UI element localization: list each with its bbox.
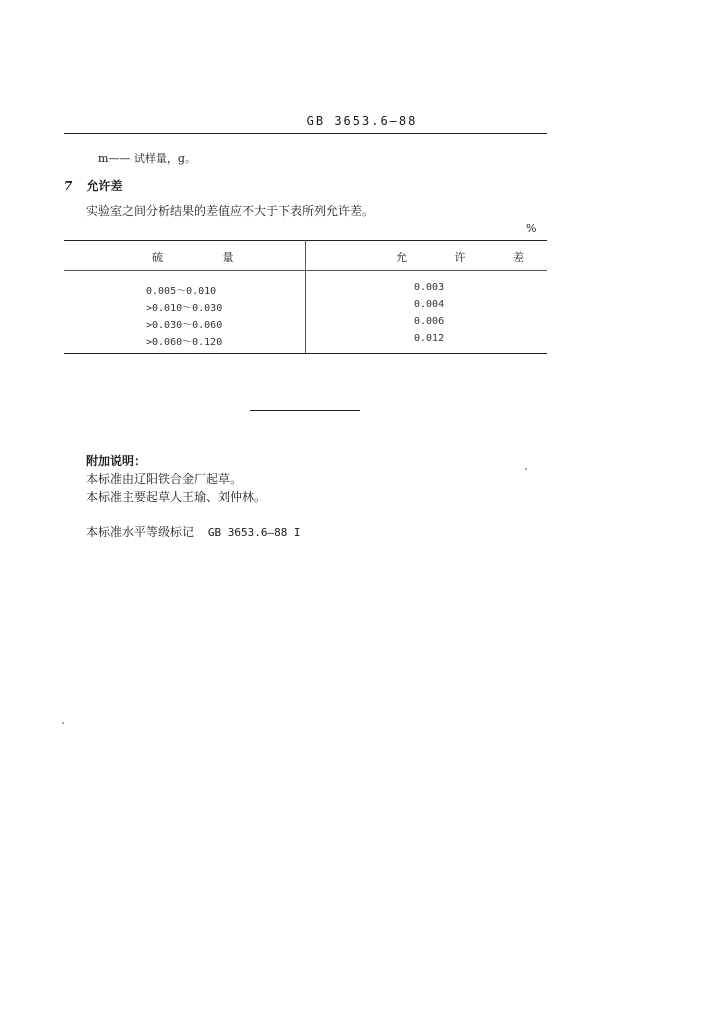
section-title: 允许差 bbox=[86, 179, 123, 193]
scan-speck bbox=[62, 722, 64, 724]
section-number: 7 bbox=[64, 179, 73, 193]
table-cell-range: 0.005～0.010 bbox=[146, 286, 217, 297]
table-cell-range: >0.030～0.060 bbox=[146, 320, 223, 331]
section-intro: 实验室之间分析结果的差值应不大于下表所列允许差。 bbox=[86, 204, 375, 218]
variable-definition: m—— 试样量，g。 bbox=[98, 152, 196, 165]
table-cell-tolerance: 0.004 bbox=[414, 299, 445, 310]
table-cell-tolerance: 0.006 bbox=[414, 316, 445, 327]
standard-level-label: 本标准水平等级标记 bbox=[86, 525, 195, 539]
standard-level-mark bbox=[86, 523, 301, 540]
table-bottom-rule bbox=[64, 353, 547, 354]
column-header-tolerance: 允 许 差 bbox=[396, 251, 546, 264]
table-cell-tolerance: 0.003 bbox=[414, 282, 445, 293]
standard-level-value: GB 3653.6—88 I bbox=[207, 526, 301, 539]
notes-title: 附加说明： bbox=[86, 454, 147, 468]
scan-speck bbox=[525, 468, 527, 470]
table-cell-range: >0.010～0.030 bbox=[146, 303, 223, 314]
notes-line: 本标准主要起草人王瑜、刘仲林。 bbox=[86, 490, 267, 504]
header-divider bbox=[64, 133, 547, 134]
section-heading bbox=[64, 177, 123, 194]
end-of-text-rule bbox=[250, 410, 360, 411]
table-unit: % bbox=[526, 222, 537, 235]
notes-line: 本标准由辽阳铁合金厂起草。 bbox=[86, 472, 243, 486]
table-column-divider bbox=[305, 240, 306, 353]
table-cell-range: >0.060～0.120 bbox=[146, 337, 223, 348]
column-header-sulfur: 硫 量 bbox=[152, 251, 262, 264]
standard-code-header: GB 3653.6—88 bbox=[306, 114, 418, 128]
table-cell-tolerance: 0.012 bbox=[414, 333, 445, 344]
